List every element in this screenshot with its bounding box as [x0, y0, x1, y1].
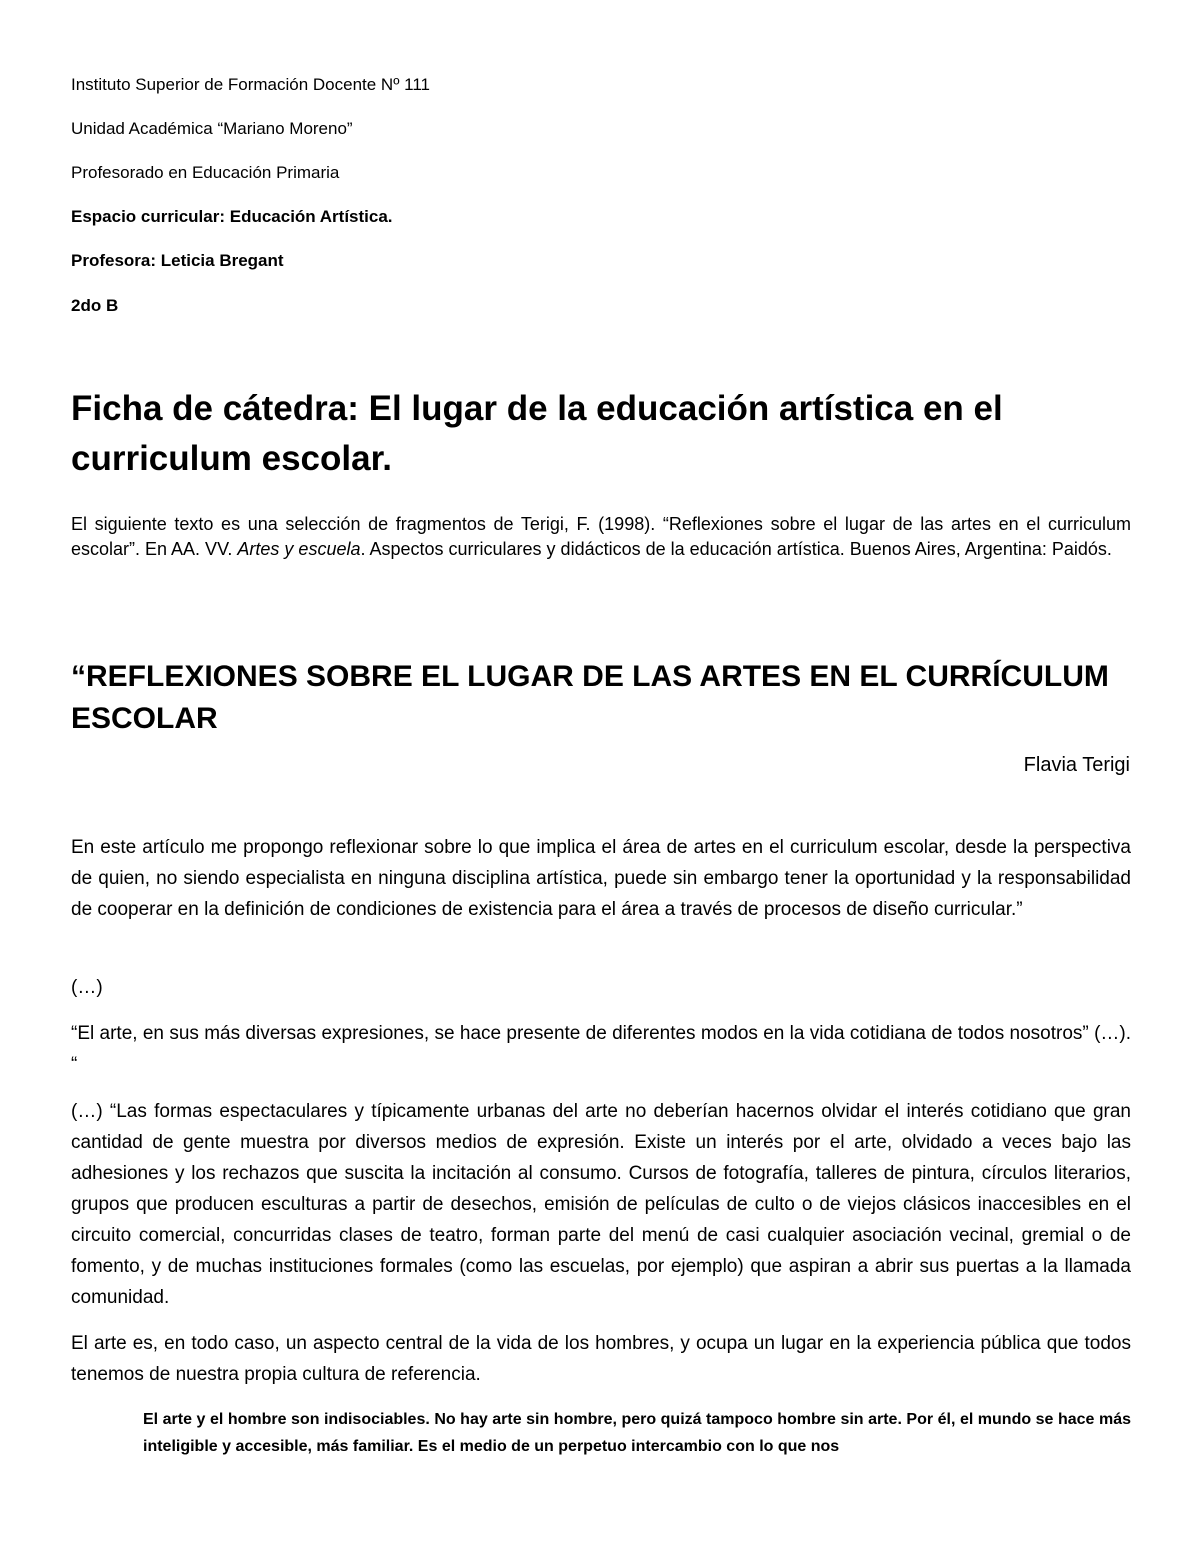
- body-paragraph-2: “El arte, en sus más diversas expresiones, se hace presente de diferentes modos en la vida cotidiana de todos nosotros” (…). “: [71, 1023, 1131, 1075]
- body-paragraph-ellipsis: (…): [71, 977, 103, 998]
- unit-line: Unidad Académica “Mariano Moreno”: [71, 119, 353, 138]
- intro-paragraph: [71, 512, 1131, 562]
- course-line: 2do B: [71, 296, 119, 315]
- body-paragraph-3: (…) “Las formas espectaculares y típicamente urbanas del arte no deberían hacernos olvidar el interés cotidiano que gran cantidad de gente muestra por diversos medios de expresión. Existe un interés por el arte, olvidado a veces bajo las adhesiones y los rechazos que suscita la incitación al consumo. Cursos de fotografía, talleres de pintura, círculos literarios, grupos que producen esculturas a partir de desechos, emisión de películas de culto o de viejos clásicos inaccesibles en el circuito comercial, concurridas clases de teatro, forman parte del menú de casi cualquier asociación vecinal, gremial o de fomento, y de muchas instituciones formales (como las escuelas, por ejemplo) que aspiran a abrir sus puertas a la llamada comunidad.: [71, 1101, 1131, 1308]
- program-line: Profesorado en Educación Primaria: [71, 163, 340, 182]
- article-title: “REFLEXIONES SOBRE EL LUGAR DE LAS ARTES EN EL CURRÍCULUM ESCOLAR: [71, 660, 1109, 735]
- curricular-space-line: Espacio curricular: Educación Artística.: [71, 207, 393, 226]
- block-quote: El arte y el hombre son indisociables. No hay arte sin hombre, pero quizá tampoco hombre sin arte. Por él, el mundo se hace más inteligible y accesible, más familiar. Es el medio de un perpetuo intercambio con lo que nos: [143, 1411, 1131, 1455]
- intro-text-end: . Aspectos curriculares y didácticos de la educación artística. Buenos Aires, Argentina: Paidós.: [360, 539, 1112, 559]
- body-paragraph-4: El arte es, en todo caso, un aspecto central de la vida de los hombres, y ocupa un lugar en la experiencia pública que todos tenemos de nuestra propia cultura de referencia.: [71, 1333, 1131, 1385]
- intro-text-start: El siguiente texto es una selección de fragmentos de Terigi, F. (1998). “Reflexiones sobre el lugar de las artes en el curriculum escolar”. En AA. VV.: [71, 514, 1131, 559]
- body-paragraph-1: En este artículo me propongo reflexionar sobre lo que implica el área de artes en el curriculum escolar, desde la perspectiva de quien, no siendo especialista en ninguna disciplina artística, puede sin embargo tener la oportunidad y la responsabilidad de cooperar en la definición de condiciones de existencia para el área a través de procesos de diseño curricular.”: [71, 837, 1131, 920]
- article-author: Flavia Terigi: [1023, 754, 1130, 776]
- professor-line: Profesora: Leticia Bregant: [71, 251, 284, 270]
- institute-line: Instituto Superior de Formación Docente Nº 111: [71, 75, 430, 94]
- page-title: Ficha de cátedra: El lugar de la educación artística en el curriculum escolar.: [71, 389, 1003, 478]
- intro-book-title: Artes y escuela: [237, 539, 361, 559]
